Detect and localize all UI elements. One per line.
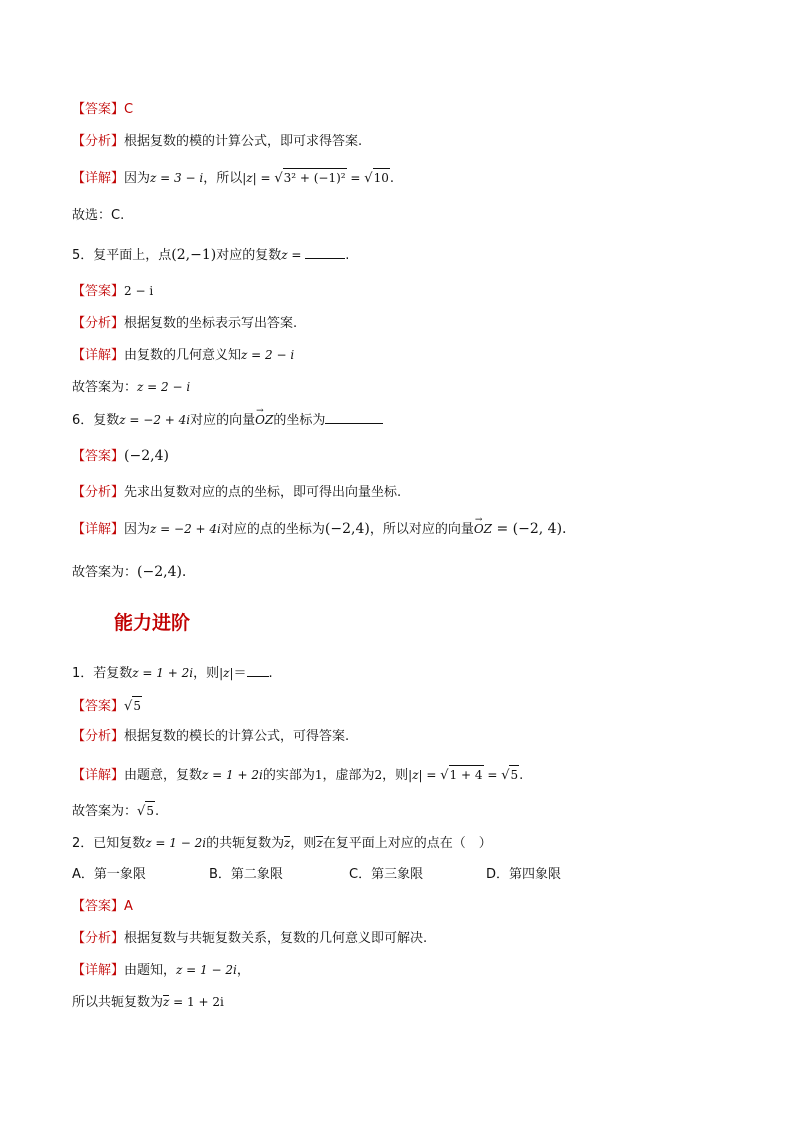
q5-prefix: 5．复平面上，点 [72, 248, 172, 263]
p2-analysis: 根据复数与共轭复数关系，复数的几何意义即可解决. [124, 931, 428, 946]
p2-answer-line [72, 898, 133, 916]
p2-mid: 的共轭复数为 [206, 836, 285, 851]
q5-final-z: z = 2 − i [137, 380, 191, 394]
q6-detail-line [72, 520, 566, 539]
q6-detail-vector: → OZ [474, 520, 492, 538]
p1-detail-mid3: ，则 [382, 768, 409, 783]
p1-mid: ，则 [193, 666, 220, 681]
q5-zeq: z = [281, 248, 306, 262]
detail-label: 【详解】 [72, 171, 125, 186]
p1-detail-mid2: ，虚部为 [322, 768, 375, 783]
p2-zbar-2: z [316, 836, 323, 850]
p1-detail-z: z = 1 + 2i [202, 768, 263, 782]
p2-prefix: 2．已知复数 [72, 836, 146, 851]
detail-label: 【详解】 [72, 768, 125, 783]
p1-detail-prefix: 由题意，复数 [124, 768, 203, 783]
q5-mid: 对应的复数 [216, 248, 282, 263]
q4-detail-mid: ，所以 [203, 171, 243, 186]
p1-eq: = [483, 768, 502, 782]
q6-mid: 对应的向量 [190, 413, 256, 428]
answer-label: 【答案】 [72, 102, 125, 117]
section-title: 能力进阶 [114, 612, 191, 634]
q6-prefix: 6．复数 [72, 413, 120, 428]
p2-end: 在复平面上对应的点在（ ） [322, 836, 492, 851]
p1-answer-line [72, 696, 142, 716]
q6-z: z = −2 + 4i [119, 413, 191, 427]
answer-blank[interactable] [247, 664, 269, 677]
q5-answer: 2 − i [124, 284, 154, 298]
p2-analysis-line [72, 930, 427, 948]
p1-end: ＝ [233, 666, 247, 681]
q6-answer-line [72, 447, 169, 466]
q6-detail-pt: (−2,4) [324, 521, 370, 537]
p1-question [72, 664, 273, 683]
answer-blank[interactable] [305, 246, 345, 259]
analysis-label: 【分析】 [72, 485, 125, 500]
q6-end: 的坐标为 [273, 413, 326, 428]
answer-blank[interactable] [325, 411, 383, 424]
p1-detail-line: 【详解】由题意，复数z = 1 + 2i的实部为1，虚部为2，则|z| = √1 + 4 = √5. [72, 765, 523, 785]
q6-detail-mid2: ，所以对应的向量 [369, 522, 474, 537]
q5-final-line [72, 378, 190, 397]
detail-label: 【详解】 [72, 348, 125, 363]
p2-last-prefix: 所以共轭复数为 [72, 995, 164, 1010]
q6-final-prefix: 故答案为： [72, 565, 138, 580]
q4-answer-line [72, 101, 133, 119]
q5-detail-z: z = 2 − i [241, 348, 295, 362]
p1-z: z = 1 + 2i [132, 666, 194, 680]
detail-label: 【详解】 [72, 522, 125, 537]
p1-imag: 2 [374, 768, 383, 782]
q6-detail-eq: = (−2, 4). [492, 521, 567, 537]
option-c[interactable]: C．第三象限 [349, 867, 424, 882]
p1-detail-abs: |z| = [408, 768, 441, 782]
analysis-label: 【分析】 [72, 729, 125, 744]
p1-final-prefix: 故答案为： [72, 804, 138, 819]
p1-final-line: 故答案为：√5. [72, 801, 159, 821]
q5-detail-line [72, 346, 294, 365]
option-a[interactable]: A．第一象限 [72, 867, 146, 882]
sqrt-sign: √ [440, 768, 449, 783]
q6-detail-prefix: 因为 [124, 522, 151, 537]
p1-final-sqrt: 5 [145, 801, 155, 820]
p2-zbar: z [284, 836, 291, 850]
p1-analysis-line [72, 728, 349, 746]
p2-last-eq: = 1 + 2i [169, 995, 224, 1009]
q5-analysis: 根据复数的坐标表示写出答案. [124, 316, 298, 331]
p1-sqrt-inner: 1 + 4 [449, 765, 484, 784]
answer-label: 【答案】 [72, 449, 125, 464]
p1-answer: 5 [132, 696, 142, 715]
p1-sqrt5: 5 [509, 765, 519, 784]
p2-last-zbar: z [163, 995, 170, 1009]
q4-detail-line: 【详解】因为z = 3 − i，所以|z| = √3² + (−1)² = √10. [72, 168, 394, 188]
p2-detail-line [72, 961, 250, 980]
sqrt-sign: √ [274, 171, 283, 186]
p2-answer: A [124, 899, 133, 914]
sqrt-sign: √ [137, 804, 146, 819]
q4-sqrt-inner: 3² + (−1)² [283, 168, 347, 187]
q4-choice-line: 故选：C. [72, 208, 125, 223]
p1-detail-mid: 的实部为 [262, 768, 315, 783]
q4-eq: = [346, 171, 365, 185]
q6-question [72, 411, 383, 430]
analysis-label: 【分析】 [72, 316, 125, 331]
q5-final-prefix: 故答案为： [72, 380, 138, 395]
p1-analysis: 根据复数的模长的计算公式，可得答案. [124, 729, 350, 744]
q5-end: . [345, 248, 350, 263]
q5-detail-text: 由复数的几何意义知 [124, 348, 242, 363]
sqrt-sign: √ [501, 768, 510, 783]
p1-prefix: 1．若复数 [72, 666, 133, 681]
q6-detail-mid: 对应的点的坐标为 [220, 522, 325, 537]
q5-point: (2,−1) [171, 247, 217, 263]
option-b[interactable]: B．第二象限 [209, 867, 283, 882]
q4-detail-abs: |z| = [242, 171, 275, 185]
analysis-label: 【分析】 [72, 134, 125, 149]
q5-answer-line [72, 282, 153, 301]
q4-detail-z: z = 3 − i [150, 171, 204, 185]
p2-last-line [72, 993, 224, 1012]
analysis-label: 【分析】 [72, 931, 125, 946]
q4-answer: C [124, 102, 134, 117]
answer-label: 【答案】 [72, 699, 125, 714]
q6-vector: → OZ [255, 411, 273, 429]
p2-z: z = 1 − 2i [145, 836, 207, 850]
sqrt-sign: √ [364, 171, 373, 186]
p2-detail-end: ， [236, 963, 250, 978]
detail-label: 【详解】 [72, 963, 125, 978]
answer-label: 【答案】 [72, 284, 125, 299]
p1-abs: |z| [219, 666, 234, 680]
q4-analysis: 根据复数的模的计算公式，即可求得答案. [124, 134, 363, 149]
q6-final-line [72, 563, 186, 582]
p2-question [72, 834, 492, 853]
q6-final-val: (−2,4). [137, 564, 187, 580]
p2-detail-z: z = 1 − 2i [176, 963, 237, 977]
sqrt-sign: √ [124, 699, 133, 714]
answer-label: 【答案】 [72, 899, 125, 914]
q6-answer: (−2,4) [124, 448, 169, 464]
q4-sqrt10: 10 [373, 168, 390, 187]
q4-detail-prefix: 因为 [124, 171, 151, 186]
q4-analysis-line [72, 133, 362, 151]
option-d[interactable]: D．第四象限 [486, 867, 562, 882]
q5-analysis-line [72, 315, 297, 333]
p2-mid2: ，则 [290, 836, 317, 851]
q5-question [72, 246, 349, 265]
q6-analysis-line [72, 484, 401, 502]
p2-detail-prefix: 由题知， [124, 963, 177, 978]
q6-detail-z: z = −2 + 4i [150, 522, 221, 536]
q6-analysis: 先求出复数对应的点的坐标，即可得出向量坐标. [124, 485, 402, 500]
p1-dot: . [268, 666, 273, 681]
p1-real: 1 [314, 768, 323, 782]
